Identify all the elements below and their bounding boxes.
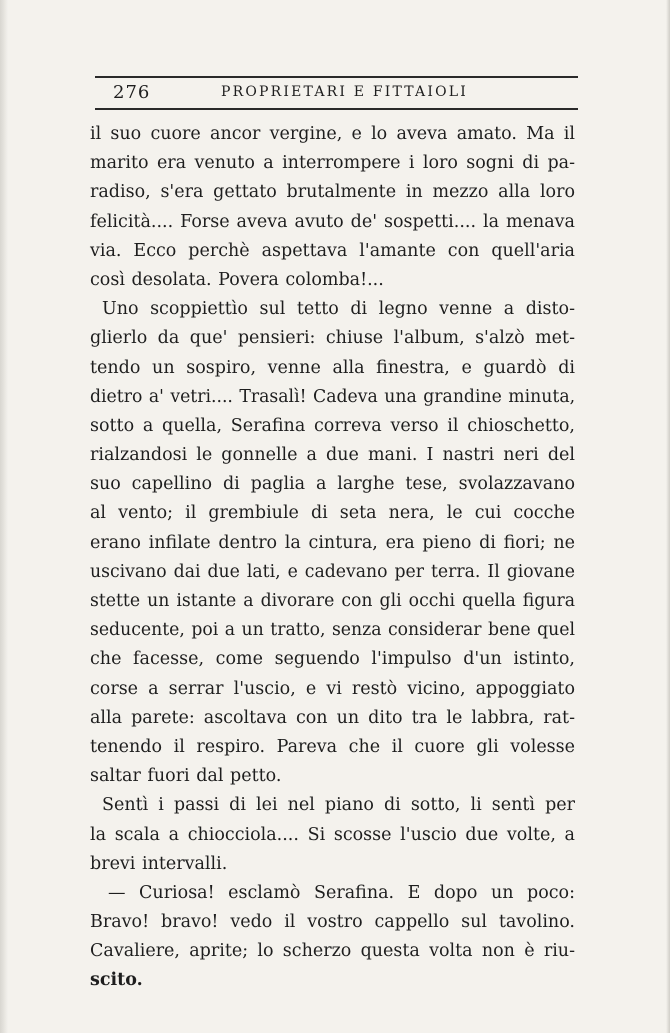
text-line: che facesse, come seguendo l'impulso d'un istinto, [90,649,575,670]
text-line: stette un istante a divorare con gli occhi quella figura [90,591,575,611]
text-line: radiso, s'era gettato brutalmente in mezzo alla loro [90,182,575,203]
text-line: il suo cuore ancor vergine, e lo aveva amato. Ma il [90,124,575,144]
paragraph-start-line: Sentì i passi di lei nel piano di sotto, li sentì per [102,795,575,816]
text-line: seducente, poi a un tratto, senza considerar bene quel [90,620,575,641]
page-edge-shadow-right [666,0,670,1033]
running-head: PROPRIETARI E FITTAIOLI [221,84,468,100]
text-line: erano infilate dentro la cintura, era pieno di fiori; ne [90,532,575,553]
text-line: felicità.... Forse aveva avuto de' sospetti.... la menava [90,211,575,232]
page-number: 276 [113,82,151,103]
text-line: tenendo il respiro. Pareva che il cuore gli volesse [90,736,575,757]
text-line: scito. [90,970,143,991]
text-line: marito era venuto a interrompere i loro sogni di pa- [90,153,575,174]
text-line: alla parete: ascoltava con un dito tra le labbra, rat- [90,707,575,728]
text-line: saltar fuori dal petto. [90,766,282,787]
text-line: sotto a quella, Serafina correva verso il chioschetto, [90,415,575,436]
body-text [90,120,575,996]
text-line: Cavaliere, aprite; lo scherzo questa volta non è riu- [90,941,575,962]
text-line: Bravo! bravo! vedo il vostro cappello sul tavolino. [90,912,575,933]
page-header [95,76,578,110]
text-line: al vento; il grembiule di seta nera, le cui cocche [90,503,575,524]
text-line: suo capellino di paglia a larghe tese, svolazzavano [90,474,575,495]
text-line: rialzandosi le gonnelle a due mani. I nastri neri del [90,445,575,466]
text-line: tendo un sospiro, venne alla finestra, e guardò di [90,357,575,378]
page-edge-shadow [0,0,8,1033]
text-line: la scala a chiocciola.... Si scosse l'uscio due volte, a [90,824,575,845]
text-line: dietro a' vetri.... Trasalì! Cadeva una grandine minuta, [90,386,576,407]
dialogue-line: — Curiosa! esclamò Serafina. E dopo un poco: [108,882,575,903]
text-line: glierlo da que' pensieri: chiuse l'album, s'alzò met- [90,328,575,349]
paragraph-start-line: Uno scoppiettìo sul tetto di legno venne a disto- [102,299,575,320]
text-line: via. Ecco perchè aspettava l'amante con quell'aria [90,240,575,261]
text-line: così desolata. Povera colomba!... [90,269,384,290]
text-line: uscivano dai due lati, e cadevano per terra. Il giovane [90,561,575,582]
text-line: brevi intervalli. [90,853,228,874]
text-line: corse a serrar l'uscio, e vi restò vicino, appoggiato [90,678,575,699]
